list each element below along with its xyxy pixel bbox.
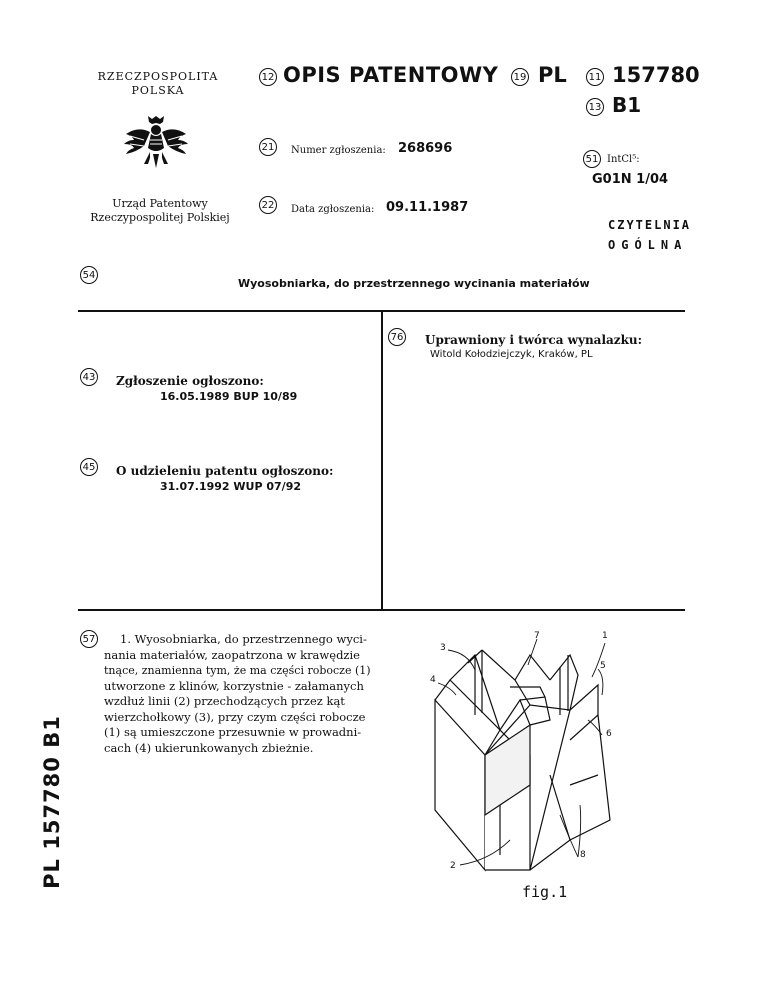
side-label: PL 157780 B1 xyxy=(40,715,64,889)
claim-line-4: utworzone z klinów, korzystnie - załamanych xyxy=(104,678,364,693)
figure-label-3: 3 xyxy=(440,643,446,653)
figure-label-2: 2 xyxy=(450,861,456,871)
code-13: 13 xyxy=(586,98,604,116)
code-12: 12 xyxy=(259,68,277,86)
country-name xyxy=(88,70,228,98)
code-11: 11 xyxy=(586,68,604,86)
country-code: PL xyxy=(538,63,567,87)
claim-line-6: wierzchołkowy (3), przy czym części robocze xyxy=(104,709,366,724)
filing-date-label: Data zgłoszenia: xyxy=(291,204,375,215)
owner-value: Witold Kołodziejczyk, Kraków, PL xyxy=(430,349,593,360)
application-number: 268696 xyxy=(398,141,453,156)
code-22: 22 xyxy=(259,196,277,214)
code-43: 43 xyxy=(80,368,98,386)
office-line1: Urząd Patentowy xyxy=(112,197,208,210)
figure-label-4: 4 xyxy=(430,675,436,685)
country-line1: RZECZPOSPOLITA xyxy=(97,70,219,83)
code-76: 76 xyxy=(388,328,406,346)
filing-date: 09.11.1987 xyxy=(386,200,469,215)
library-stamp xyxy=(608,215,691,255)
figure-label-8: 8 xyxy=(580,850,586,860)
figure-label-5: 5 xyxy=(600,661,606,671)
claim-line-3: tnące, znamienna tym, że ma części robocze (1) xyxy=(104,664,371,677)
intcl-value: G01N 1/04 xyxy=(592,172,669,187)
figure-1 xyxy=(420,625,630,880)
patent-office xyxy=(60,197,260,225)
office-line2: Rzeczypospolitej Polskiej xyxy=(90,211,230,224)
figure-label-7: 7 xyxy=(534,631,540,641)
figure-label-1: 1 xyxy=(602,631,608,641)
eagle-emblem xyxy=(120,108,192,180)
claim-line-8: cach (4) ukierunkowanych zbieżnie. xyxy=(104,740,314,755)
country-line2: POLSKA xyxy=(131,84,185,97)
code-45: 45 xyxy=(80,458,98,476)
code-57: 57 xyxy=(80,630,98,648)
code-51: 51 xyxy=(583,150,601,168)
granted-value: 31.07.1992 WUP 07/92 xyxy=(160,480,302,493)
document-type: OPIS PATENTOWY xyxy=(283,63,499,87)
code-54: 54 xyxy=(80,266,98,284)
invention-title: Wyosobniarka, do przestrzennego wycinania materiałów xyxy=(238,277,590,290)
column-divider xyxy=(381,310,383,610)
code-19: 19 xyxy=(511,68,529,86)
figure-label-6: 6 xyxy=(606,729,612,739)
figure-caption: fig.1 xyxy=(522,883,568,901)
code-21: 21 xyxy=(259,138,277,156)
claim-line-5: wzdłuż linii (2) przechodzących przez kąt xyxy=(104,694,345,708)
announced-label: Zgłoszenie ogłoszono: xyxy=(116,374,264,388)
divider-bottom xyxy=(78,609,685,611)
claim-line-7: (1) są umieszczone przesuwnie w prowadni- xyxy=(104,725,362,739)
claim-text xyxy=(104,632,384,756)
claim-line-2: nania materiałów, zaopatrzona w krawędzie xyxy=(104,647,360,662)
granted-label: O udzieleniu patentu ogłoszono: xyxy=(116,464,334,478)
announced-value: 16.05.1989 BUP 10/89 xyxy=(160,390,298,403)
patent-number: 157780 xyxy=(612,63,700,87)
stamp-line1: CZYTELNIA xyxy=(608,218,692,232)
kind-code: B1 xyxy=(612,93,642,117)
intcl-label: IntCl⁵: xyxy=(607,154,640,165)
owner-label: Uprawniony i twórca wynalazku: xyxy=(425,333,643,347)
claim-line-1: 1. Wyosobniarka, do przestrzennego wyci- xyxy=(120,632,367,646)
application-number-label: Numer zgłoszenia: xyxy=(291,145,386,156)
stamp-line2: OGÓLNA xyxy=(608,238,688,252)
